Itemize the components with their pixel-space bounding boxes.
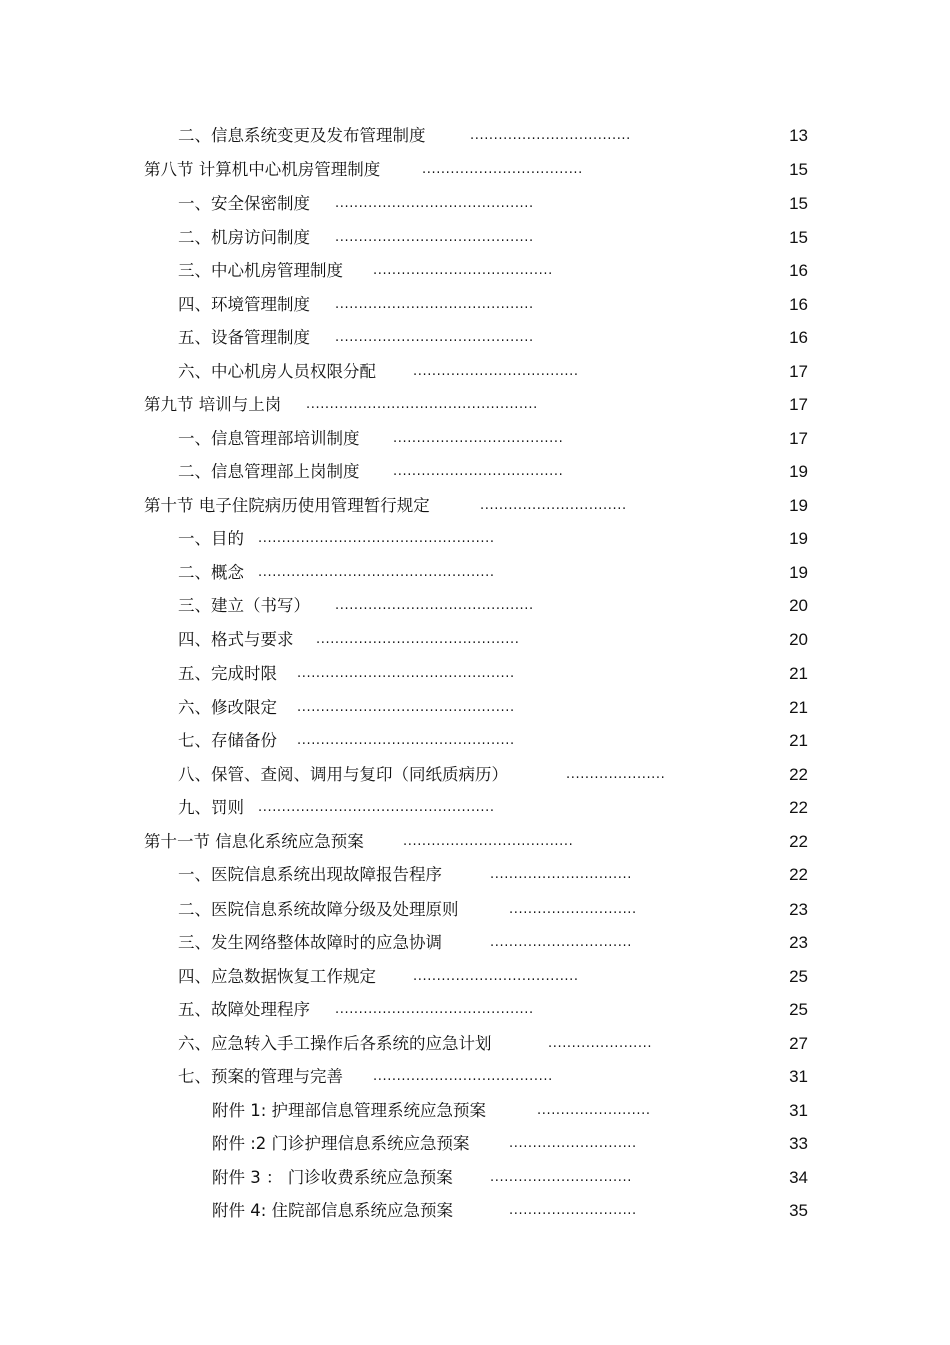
- toc-page-number: 20: [789, 596, 808, 615]
- toc-entry[interactable]: [178, 898, 808, 922]
- toc-leader-dots: ..................................................: [258, 531, 495, 546]
- toc-page-number: 16: [789, 328, 808, 347]
- toc-page-number: 25: [789, 1000, 808, 1019]
- toc-entry-title: 一、医院信息系统出现故障报告程序: [178, 865, 442, 884]
- toc-entry-title: 二、概念: [178, 563, 244, 582]
- toc-leader-dots: ..............................: [490, 867, 632, 882]
- toc-entry[interactable]: [178, 931, 808, 955]
- toc-entry-title: 附件 1: 护理部信息管理系统应急预案: [212, 1101, 487, 1120]
- toc-entry-title: 一、目的: [178, 529, 244, 548]
- toc-page-number: 22: [789, 832, 808, 851]
- toc-page-number: 33: [789, 1134, 808, 1153]
- toc-entry[interactable]: [178, 763, 808, 787]
- toc-page-number: 25: [789, 967, 808, 986]
- toc-leader-dots: .....................: [566, 767, 666, 782]
- toc-entry-title: 五、设备管理制度: [178, 328, 310, 347]
- toc-entry[interactable]: [178, 628, 808, 652]
- toc-leader-dots: ...............................: [480, 498, 627, 513]
- toc-entry[interactable]: [178, 863, 808, 887]
- toc-entry[interactable]: [178, 326, 808, 350]
- toc-page-number: 22: [789, 765, 808, 784]
- toc-page-number: 19: [789, 496, 808, 515]
- toc-leader-dots: ....................................: [403, 834, 574, 849]
- toc-entry[interactable]: [178, 561, 808, 585]
- toc-entry-title: 八、保管、查阅、调用与复印（同纸质病历）: [178, 765, 508, 784]
- toc-page-number: 21: [789, 731, 808, 750]
- toc-page-number: 35: [789, 1201, 808, 1220]
- toc-entry[interactable]: [178, 1032, 808, 1056]
- toc-entry-title: 七、存储备份: [178, 731, 277, 750]
- toc-leader-dots: ..........................................: [335, 330, 534, 345]
- toc-entry[interactable]: [178, 527, 808, 551]
- toc-page-number: 15: [789, 160, 808, 179]
- toc-page-number: 22: [789, 798, 808, 817]
- toc-entry-title: 一、安全保密制度: [178, 194, 310, 213]
- toc-entry[interactable]: [178, 226, 808, 250]
- toc-page-number: 17: [789, 395, 808, 414]
- toc-page-number: 13: [789, 126, 808, 145]
- toc-page-number: 19: [789, 462, 808, 481]
- toc-leader-dots: ...................................: [413, 969, 579, 984]
- toc-leader-dots: ......................................: [373, 263, 553, 278]
- toc-entry[interactable]: [178, 427, 808, 451]
- toc-entry-title: 附件 3 ： 门诊收费系统应急预案: [212, 1168, 453, 1187]
- toc-entry-title: 附件 :2 门诊护理信息系统应急预案: [212, 1134, 470, 1153]
- toc-page-number: 23: [789, 933, 808, 952]
- toc-entry[interactable]: [178, 1065, 808, 1089]
- toc-page-number: 16: [789, 261, 808, 280]
- toc-entry-title: 二、信息管理部上岗制度: [178, 462, 360, 481]
- toc-entry-title: 第八节 计算机中心机房管理制度: [144, 160, 381, 179]
- toc-entry-title: 六、应急转入手工操作后各系统的应急计划: [178, 1034, 492, 1053]
- toc-page-number: 20: [789, 630, 808, 649]
- toc-page-number: 23: [789, 900, 808, 919]
- toc-leader-dots: ..............................: [490, 1170, 632, 1185]
- toc-leader-dots: ...........................: [509, 902, 637, 917]
- toc-entry-title: 四、格式与要求: [178, 630, 294, 649]
- toc-leader-dots: ...................................: [413, 364, 579, 379]
- toc-page-number: 15: [789, 194, 808, 213]
- toc-leader-dots: ..........................................: [335, 598, 534, 613]
- toc-page-number: 21: [789, 698, 808, 717]
- toc-entry[interactable]: [178, 360, 808, 384]
- toc-leader-dots: ..................................................: [258, 565, 495, 580]
- toc-leader-dots: ..........................................: [335, 1002, 534, 1017]
- toc-entry-title: 四、环境管理制度: [178, 295, 310, 314]
- toc-entry-title: 三、建立（书写）: [178, 596, 310, 615]
- toc-entry[interactable]: [178, 594, 808, 618]
- toc-entry-title: 三、发生网络整体故障时的应急协调: [178, 933, 442, 952]
- toc-leader-dots: ..........................................: [335, 230, 534, 245]
- toc-page-number: 17: [789, 362, 808, 381]
- toc-entry-title: 附件 4: 住院部信息系统应急预案: [212, 1201, 454, 1220]
- toc-leader-dots: ..............................................: [297, 733, 515, 748]
- toc-entry[interactable]: [178, 998, 808, 1022]
- toc-entry[interactable]: [178, 293, 808, 317]
- toc-entry[interactable]: [144, 494, 808, 518]
- toc-entry[interactable]: [212, 1132, 808, 1156]
- toc-entry-title: 六、修改限定: [178, 698, 277, 717]
- toc-entry-title: 九、罚则: [178, 798, 244, 817]
- toc-entry[interactable]: [212, 1166, 808, 1190]
- toc-entry[interactable]: [178, 965, 808, 989]
- toc-leader-dots: ......................: [548, 1036, 653, 1051]
- toc-entry-title: 三、中心机房管理制度: [178, 261, 343, 280]
- toc-page-number: 21: [789, 664, 808, 683]
- toc-page-number: 22: [789, 865, 808, 884]
- toc-leader-dots: ...........................: [509, 1136, 637, 1151]
- toc-entry[interactable]: [212, 1099, 808, 1123]
- toc-entry[interactable]: [212, 1199, 808, 1223]
- toc-leader-dots: ..................................: [470, 128, 631, 143]
- toc-entry[interactable]: [178, 124, 808, 148]
- toc-entry[interactable]: [178, 192, 808, 216]
- toc-entry[interactable]: [178, 460, 808, 484]
- toc-page-number: 34: [789, 1168, 808, 1187]
- toc-leader-dots: ...........................: [509, 1203, 637, 1218]
- toc-leader-dots: ......................................: [373, 1069, 553, 1084]
- toc-leader-dots: ..................................................: [258, 800, 495, 815]
- toc-entry[interactable]: [178, 259, 808, 283]
- toc-leader-dots: ..........................................: [335, 297, 534, 312]
- toc-page-number: 15: [789, 228, 808, 247]
- toc-entry-title: 五、完成时限: [178, 664, 277, 683]
- toc-leader-dots: ..............................................: [297, 666, 515, 681]
- toc-page-number: 31: [789, 1067, 808, 1086]
- toc-entry-title: 二、医院信息系统故障分级及处理原则: [178, 900, 459, 919]
- toc-leader-dots: ........................: [537, 1103, 651, 1118]
- toc-page-number: 19: [789, 563, 808, 582]
- toc-entry-title: 第十节 电子住院病历使用管理暂行规定: [144, 496, 430, 515]
- toc-entry[interactable]: [144, 158, 808, 182]
- toc-entry-title: 二、信息系统变更及发布管理制度: [178, 126, 426, 145]
- toc-page-number: 27: [789, 1034, 808, 1053]
- toc-entry-title: 五、故障处理程序: [178, 1000, 310, 1019]
- toc-leader-dots: ..............................: [490, 935, 632, 950]
- toc-leader-dots: .................................................: [306, 397, 538, 412]
- toc-entry-title: 七、预案的管理与完善: [178, 1067, 343, 1086]
- toc-entry[interactable]: [144, 830, 808, 854]
- toc-entry[interactable]: [178, 662, 808, 686]
- toc-entry-title: 第十一节 信息化系统应急预案: [144, 832, 364, 851]
- toc-entry-title: 二、机房访问制度: [178, 228, 310, 247]
- toc-entry-title: 第九节 培训与上岗: [144, 395, 282, 414]
- toc-leader-dots: ..............................................: [297, 700, 515, 715]
- toc-entry[interactable]: [144, 393, 808, 417]
- toc-entry[interactable]: [178, 729, 808, 753]
- toc-entry[interactable]: [178, 696, 808, 720]
- toc-entry-title: 一、信息管理部培训制度: [178, 429, 360, 448]
- toc-leader-dots: ..........................................: [335, 196, 534, 211]
- toc-leader-dots: ...........................................: [316, 632, 520, 647]
- toc-page-number: 17: [789, 429, 808, 448]
- toc-entry[interactable]: [178, 796, 808, 820]
- toc-entry-title: 四、应急数据恢复工作规定: [178, 967, 376, 986]
- toc-page-number: 31: [789, 1101, 808, 1120]
- toc-leader-dots: ..................................: [422, 162, 583, 177]
- toc-page-number: 19: [789, 529, 808, 548]
- toc-page-number: 16: [789, 295, 808, 314]
- toc-leader-dots: ....................................: [393, 464, 564, 479]
- toc-entry-title: 六、中心机房人员权限分配: [178, 362, 376, 381]
- toc-leader-dots: ....................................: [393, 431, 564, 446]
